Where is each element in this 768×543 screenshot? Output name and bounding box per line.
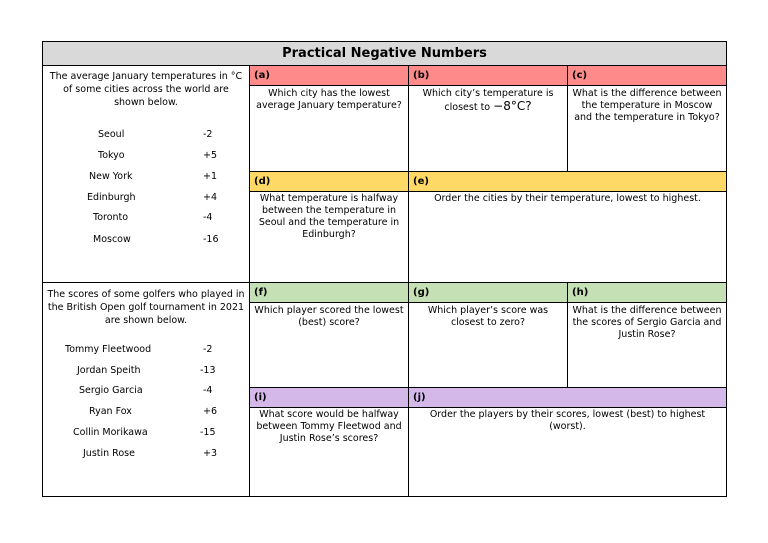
question-c-text: What is the difference between the temperature in Moscow and the temperature in Tokyo? [572,88,722,123]
city-temperature: +4 [203,192,218,203]
player-name: Jordan Speith [77,365,141,376]
divider [250,407,726,408]
question-j-header: (j) [409,388,726,407]
player-score: -15 [200,427,216,438]
question-f-header: (f) [250,283,408,302]
question-b-header: (b) [409,66,567,85]
worksheet [42,41,727,497]
question-c-header: (c) [568,66,726,85]
city-name: Edinburgh [87,192,136,203]
question-e-text: Order the cities by their temperature, lowest to highest. [434,193,701,204]
player-name: Justin Rose [83,448,135,459]
question-b-text-start: Which city’s temperature is closest to [422,88,554,113]
question-g-text: Which player’s score was closest to zero? [427,305,549,328]
player-name: Sergio Garcia [79,385,143,396]
question-j-text: Order the players by their scores, lowest (best) to highest (worst). [429,409,706,432]
city-temperature: -16 [203,234,219,245]
player-name: Collin Morikawa [73,427,148,438]
page-title: Practical Negative Numbers [43,42,726,66]
temperatures-intro: The average January temperatures in °C of some cities across the world are shown below. [49,71,243,108]
question-a-header: (a) [250,66,408,85]
question-g-header: (g) [409,283,567,302]
player-score: -13 [200,365,216,376]
divider [250,85,726,86]
question-h-header: (h) [568,283,726,302]
divider [408,66,409,171]
city-temperature: +1 [203,171,218,182]
player-score: +3 [203,448,218,459]
city-temperature: +5 [203,150,218,161]
question-f-text: Which player scored the lowest (best) score? [254,305,404,328]
player-score: -2 [203,344,213,355]
city-name: Moscow [93,234,131,245]
question-b-text [409,88,567,114]
divider [250,302,726,303]
divider [408,283,409,387]
question-a-text: Which city has the lowest average January temperature? [256,88,402,111]
question-d-header: (d) [250,172,408,191]
player-score: +6 [203,406,218,417]
city-name: Seoul [98,129,125,140]
divider [250,191,726,192]
city-name: Toronto [93,212,129,223]
city-temperature: -2 [203,129,213,140]
player-name: Tommy Fleetwood [65,344,152,355]
divider [408,388,409,497]
city-name: Tokyo [98,150,125,161]
golf-scores-intro: The scores of some golfers who played in the British Open golf tournament in 2021 are shown below. [47,289,245,326]
question-i-header: (i) [250,388,408,407]
city-name: New York [89,171,133,182]
question-h-text: What is the difference between the scores of Sergio Garcia and Justin Rose? [572,305,722,340]
player-name: Ryan Fox [89,406,132,417]
player-score: -4 [203,385,213,396]
divider [408,172,409,282]
question-d-text: What temperature is halfway between the temperature in Seoul and the temperature in Edinburgh? [258,193,400,240]
question-e-header: (e) [409,172,726,191]
city-temperature: -4 [203,212,213,223]
question-b-temperature: −8°C? [493,99,532,113]
question-i-text: What score would be halfway between Tommy Fleetwod and Justin Rose’s scores? [256,409,402,444]
